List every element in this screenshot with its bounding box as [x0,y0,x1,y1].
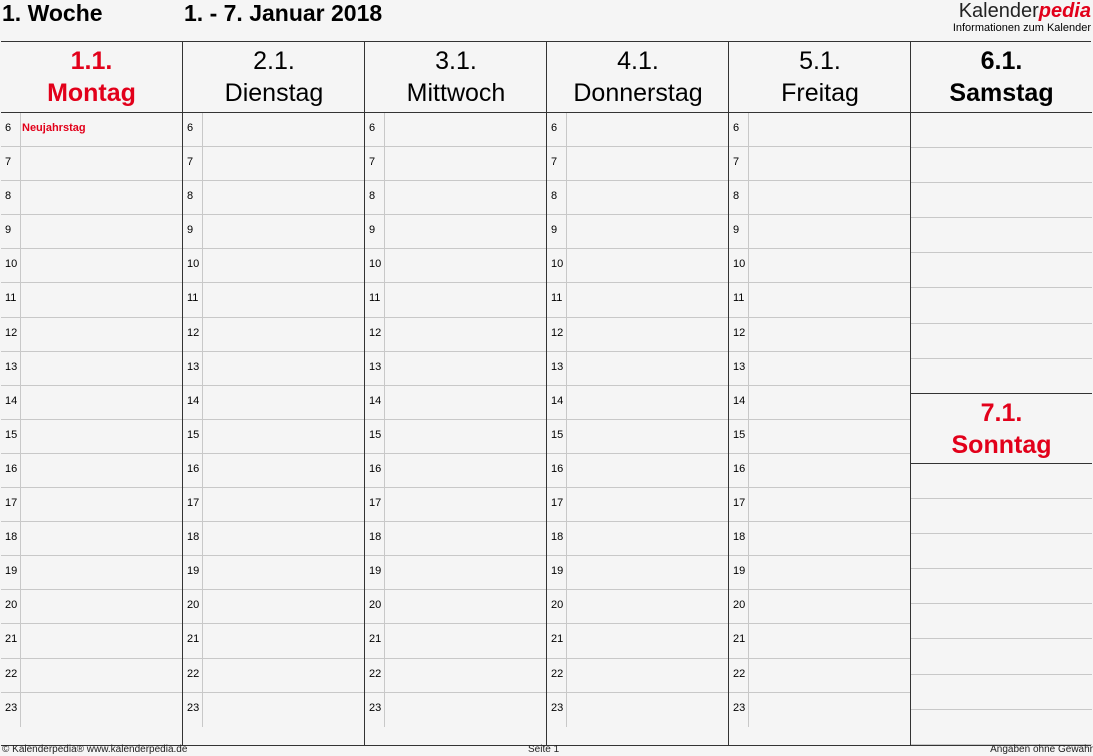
hour-label: 19 [1,556,21,589]
sunday-slot[interactable] [911,604,1092,639]
hour-label: 13 [1,352,21,385]
hour-label: 15 [1,420,21,453]
day-header [547,42,729,113]
time-slot[interactable] [1,659,182,693]
hour-label: 17 [729,488,749,521]
time-slot[interactable] [183,590,365,624]
hour-label: 8 [1,181,21,214]
hour-label: 16 [183,454,203,487]
hour-label: 12 [1,318,21,351]
time-slot[interactable] [183,522,365,556]
time-slot[interactable] [365,556,547,590]
time-slot[interactable] [183,318,365,352]
hour-label: 6 [183,113,203,146]
weekend-column [910,42,1092,745]
day-column [1,42,182,745]
day-date: 5.1. [799,47,841,75]
hour-label: 21 [1,624,21,657]
hour-label: 9 [183,215,203,248]
hour-label: 20 [183,590,203,623]
hour-label: 15 [547,420,567,453]
time-slot[interactable] [547,624,729,658]
time-slot[interactable] [183,624,365,658]
time-slot[interactable] [1,522,182,556]
hour-label: 14 [183,386,203,419]
day-name: Freitag [781,79,859,107]
time-slot[interactable] [1,249,182,283]
sunday-slot[interactable] [911,534,1092,569]
hour-label: 9 [729,215,749,248]
footer-copyright: © Kalenderpedia® www.kalenderpedia.de [2,744,188,755]
hour-label: 18 [729,522,749,555]
time-slot[interactable] [1,454,182,488]
sunday-slot[interactable] [911,639,1092,674]
hour-label: 16 [365,454,385,487]
time-slot[interactable] [365,659,547,693]
hour-label: 21 [729,624,749,657]
hour-label: 16 [729,454,749,487]
hour-label: 19 [729,556,749,589]
kalenderpedia-logo[interactable] [953,0,1091,34]
sunday-slot[interactable] [911,675,1092,710]
time-slot[interactable] [183,215,365,249]
hour-label: 18 [365,522,385,555]
time-slot[interactable] [547,488,729,522]
hour-label: 8 [365,181,385,214]
time-slot[interactable] [1,488,182,522]
hour-label: 20 [365,590,385,623]
hour-label: 17 [365,488,385,521]
logo-subtitle: Informationen zum Kalender [952,22,1091,34]
time-slot[interactable] [1,147,182,181]
saturday-slots [911,113,1092,394]
holiday-note: Neujahrstag [22,122,86,134]
time-slot[interactable] [183,420,365,454]
hour-label: 12 [547,318,567,351]
hour-label: 12 [729,318,749,351]
time-slot[interactable] [365,454,547,488]
sunday-header [911,394,1092,464]
time-slot[interactable] [183,454,365,488]
time-slot[interactable] [365,522,547,556]
hour-label: 8 [729,181,749,214]
hour-label: 10 [183,249,203,282]
hour-label: 9 [365,215,385,248]
time-slot[interactable] [547,386,729,420]
time-slot[interactable] [183,147,365,181]
day-date: 6.1. [980,47,1023,75]
saturday-slot[interactable] [911,324,1092,359]
day-header [729,42,911,113]
hour-label: 19 [183,556,203,589]
time-slot[interactable] [547,659,729,693]
hour-label: 15 [365,420,385,453]
hour-label: 6 [729,113,749,146]
time-slot[interactable] [729,522,911,556]
time-slot[interactable] [1,420,182,454]
logo-text-kalender: Kalender [958,0,1039,22]
hour-label: 12 [183,318,203,351]
time-slot[interactable] [183,352,365,386]
hour-label: 21 [547,624,567,657]
time-slot[interactable] [547,249,729,283]
day-date: 3.1. [435,47,477,75]
week-calendar-grid [1,41,1091,746]
time-slot[interactable] [547,283,729,317]
day-date: 1.1. [70,47,113,75]
time-slot[interactable] [183,249,365,283]
hour-slots [183,113,365,727]
time-slot[interactable] [547,113,729,147]
footer-disclaimer: Angaben ohne Gewähr [990,744,1093,755]
time-slot[interactable] [183,488,365,522]
time-slot[interactable] [365,420,547,454]
hour-label: 7 [365,147,385,180]
day-name: Sonntag [951,431,1052,459]
sunday-slot[interactable] [911,464,1092,499]
day-name: Samstag [949,79,1054,107]
saturday-header [911,42,1092,113]
day-column [364,42,547,745]
time-slot[interactable] [729,590,911,624]
time-slot[interactable] [183,386,365,420]
hour-label: 10 [547,249,567,282]
logo-text-pedia: pedia [1038,0,1091,22]
hour-label: 14 [365,386,385,419]
time-slot[interactable] [729,113,911,147]
time-slot[interactable] [365,113,547,147]
time-slot[interactable] [365,590,547,624]
hour-label: 17 [547,488,567,521]
hour-label: 14 [1,386,21,419]
saturday-slot[interactable] [911,148,1092,183]
hour-slots [1,113,182,727]
day-date: 2.1. [253,47,295,75]
time-slot[interactable] [365,181,547,215]
time-slot[interactable] [729,147,911,181]
hour-label: 17 [1,488,21,521]
time-slot[interactable] [1,352,182,386]
hour-label: 20 [729,590,749,623]
saturday-slot[interactable] [911,218,1092,253]
day-name: Dienstag [224,79,324,107]
hour-label: 21 [365,624,385,657]
time-slot[interactable] [1,318,182,352]
day-header [1,42,182,113]
time-slot[interactable] [183,181,365,215]
time-slot[interactable] [183,113,365,147]
hour-label: 12 [365,318,385,351]
day-date: 7.1. [980,399,1023,427]
time-slot[interactable] [547,352,729,386]
day-header [183,42,365,113]
time-slot[interactable] [365,386,547,420]
sunday-slot[interactable] [911,569,1092,604]
time-slot[interactable] [547,181,729,215]
time-slot[interactable] [1,215,182,249]
time-slot[interactable] [183,659,365,693]
hour-label: 11 [183,283,203,316]
date-range: 1. - 7. Januar 2018 [184,0,383,26]
day-date: 4.1. [617,47,659,75]
time-slot[interactable] [365,624,547,658]
hour-label: 10 [1,249,21,282]
page-footer [0,744,1093,756]
week-title: 1. Woche [2,0,103,26]
hour-label: 13 [365,352,385,385]
time-slot[interactable] [1,624,182,658]
hour-label: 16 [547,454,567,487]
hour-label: 6 [547,113,567,146]
hour-label: 16 [1,454,21,487]
hour-label: 15 [183,420,203,453]
time-slot[interactable] [183,693,365,727]
hour-slots [365,113,547,727]
hour-slots [547,113,729,727]
hour-label: 13 [547,352,567,385]
time-slot[interactable] [547,693,729,727]
saturday-slot[interactable] [911,183,1092,218]
hour-label: 19 [365,556,385,589]
time-slot[interactable] [547,590,729,624]
day-name: Donnerstag [573,79,703,107]
hour-label: 8 [547,181,567,214]
time-slot[interactable] [1,693,182,727]
hour-label: 11 [1,283,21,316]
hour-label: 18 [547,522,567,555]
hour-label: 11 [729,283,749,316]
hour-label: 20 [547,590,567,623]
sunday-slots [911,464,1092,745]
time-slot[interactable] [729,659,911,693]
hour-label: 23 [729,693,749,727]
day-name: Mittwoch [406,79,506,107]
hour-label: 9 [547,215,567,248]
time-slot[interactable] [365,283,547,317]
time-slot[interactable] [365,352,547,386]
time-slot[interactable] [729,352,911,386]
day-name: Montag [47,79,136,107]
hour-label: 17 [183,488,203,521]
time-slot[interactable] [729,693,911,727]
hour-label: 11 [365,283,385,316]
hour-label: 9 [1,215,21,248]
time-slot[interactable] [729,318,911,352]
time-slot[interactable] [365,488,547,522]
day-column [546,42,729,745]
time-slot[interactable] [547,147,729,181]
hour-label: 22 [729,659,749,692]
saturday-slot[interactable] [911,113,1092,148]
hour-label: 10 [365,249,385,282]
hour-label: 18 [1,522,21,555]
hour-label: 23 [1,693,21,727]
time-slot[interactable] [547,420,729,454]
hour-label: 22 [547,659,567,692]
saturday-slot[interactable] [911,288,1092,323]
time-slot[interactable] [365,693,547,727]
hour-label: 22 [1,659,21,692]
hour-label: 7 [729,147,749,180]
hour-label: 11 [547,283,567,316]
hour-label: 15 [729,420,749,453]
hour-label: 21 [183,624,203,657]
time-slot[interactable] [547,454,729,488]
hour-label: 14 [729,386,749,419]
time-slot[interactable] [729,249,911,283]
hour-label: 13 [183,352,203,385]
footer-page-number: Seite 1 [528,744,560,755]
page-header [0,0,1093,40]
hour-slots [729,113,911,727]
time-slot[interactable] [547,215,729,249]
hour-label: 7 [183,147,203,180]
time-slot[interactable] [1,113,182,147]
hour-label: 22 [183,659,203,692]
hour-label: 10 [729,249,749,282]
time-slot[interactable] [729,420,911,454]
day-column [728,42,911,745]
time-slot[interactable] [183,556,365,590]
hour-label: 7 [547,147,567,180]
time-slot[interactable] [1,556,182,590]
time-slot[interactable] [183,283,365,317]
hour-label: 20 [1,590,21,623]
hour-label: 22 [365,659,385,692]
time-slot[interactable] [547,556,729,590]
time-slot[interactable] [547,318,729,352]
time-slot[interactable] [729,454,911,488]
time-slot[interactable] [1,283,182,317]
saturday-slot[interactable] [911,359,1092,394]
hour-label: 23 [365,693,385,727]
sunday-slot[interactable] [911,710,1092,745]
hour-label: 6 [365,113,385,146]
time-slot[interactable] [1,590,182,624]
hour-label: 14 [547,386,567,419]
hour-label: 23 [183,693,203,727]
time-slot[interactable] [729,181,911,215]
hour-label: 8 [183,181,203,214]
time-slot[interactable] [729,556,911,590]
hour-label: 23 [547,693,567,727]
saturday-slot[interactable] [911,253,1092,288]
time-slot[interactable] [729,386,911,420]
day-header [365,42,547,113]
time-slot[interactable] [729,488,911,522]
hour-label: 7 [1,147,21,180]
time-slot[interactable] [729,624,911,658]
time-slot[interactable] [365,147,547,181]
hour-label: 19 [547,556,567,589]
sunday-slot[interactable] [911,499,1092,534]
day-column [182,42,365,745]
time-slot[interactable] [1,386,182,420]
time-slot[interactable] [729,283,911,317]
hour-label: 18 [183,522,203,555]
time-slot[interactable] [729,215,911,249]
time-slot[interactable] [365,318,547,352]
time-slot[interactable] [365,249,547,283]
hour-label: 13 [729,352,749,385]
time-slot[interactable] [1,181,182,215]
time-slot[interactable] [365,215,547,249]
hour-label: 6 [1,113,21,146]
time-slot[interactable] [547,522,729,556]
